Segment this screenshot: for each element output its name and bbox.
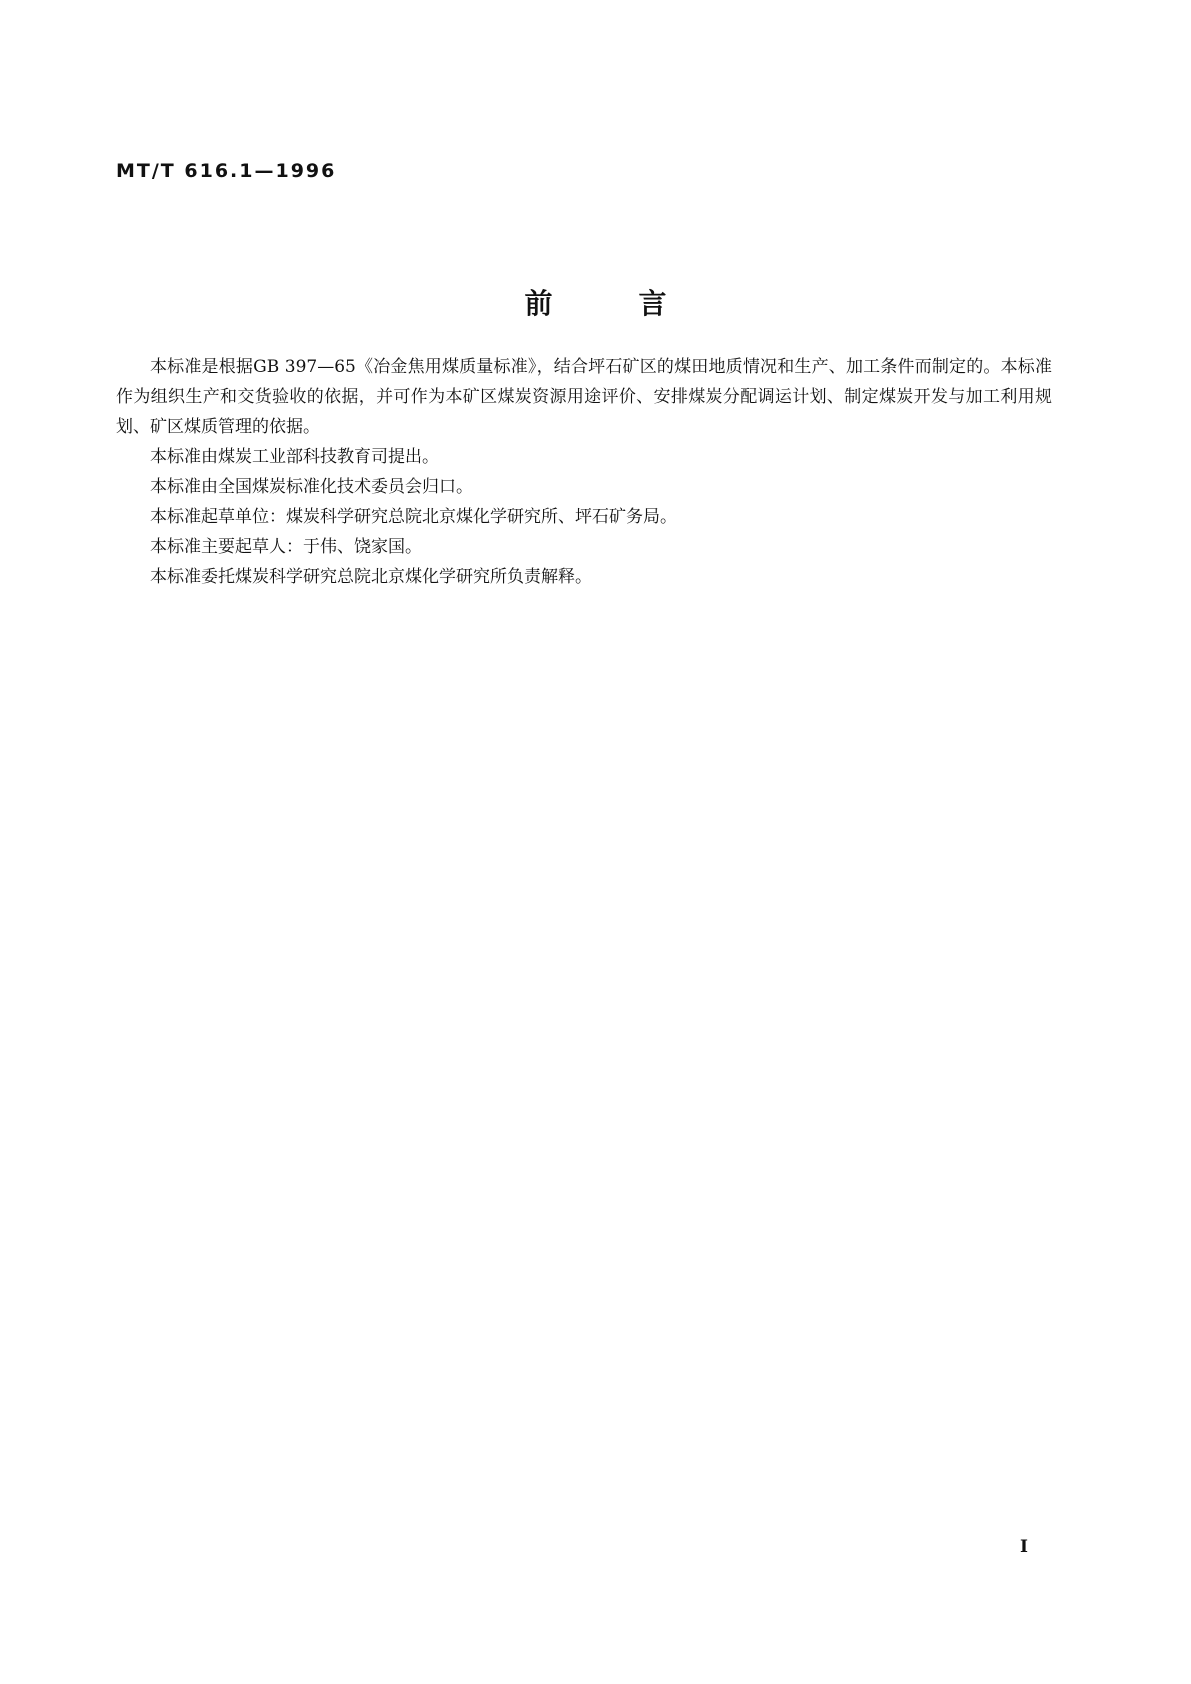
- foreword-paragraph-committee: 本标准由全国煤炭标准化技术委员会归口。: [150, 477, 473, 497]
- foreword-paragraph-drafters: 本标准主要起草人：于伟、饶家国。: [150, 537, 422, 557]
- standard-code: MT/T 616.1—1996: [116, 160, 337, 182]
- foreword-paragraph-interpretation: 本标准委托煤炭科学研究总院北京煤化学研究所负责解释。: [150, 567, 592, 587]
- foreword-paragraph-drafting-units: 本标准起草单位：煤炭科学研究总院北京煤化学研究所、坪石矿务局。: [150, 507, 677, 527]
- foreword-paragraph-basis: 本标准是根据GB 397—65《冶金焦用煤质量标准》，结合坪石矿区的煤田地质情况和生产、加工条件而制定的。本标准作为组织生产和交货验收的依据，并可作为本矿区煤炭资源用途评价、安排煤炭分配调运计划、制定煤炭开发与加工利用规划、矿区煤质管理的依据。: [116, 357, 1052, 437]
- page-title: 前言: [524, 287, 753, 320]
- foreword-body: [116, 352, 1052, 592]
- foreword-paragraph-proposer: 本标准由煤炭工业部科技教育司提出。: [150, 447, 439, 467]
- page-number: I: [1020, 1537, 1028, 1557]
